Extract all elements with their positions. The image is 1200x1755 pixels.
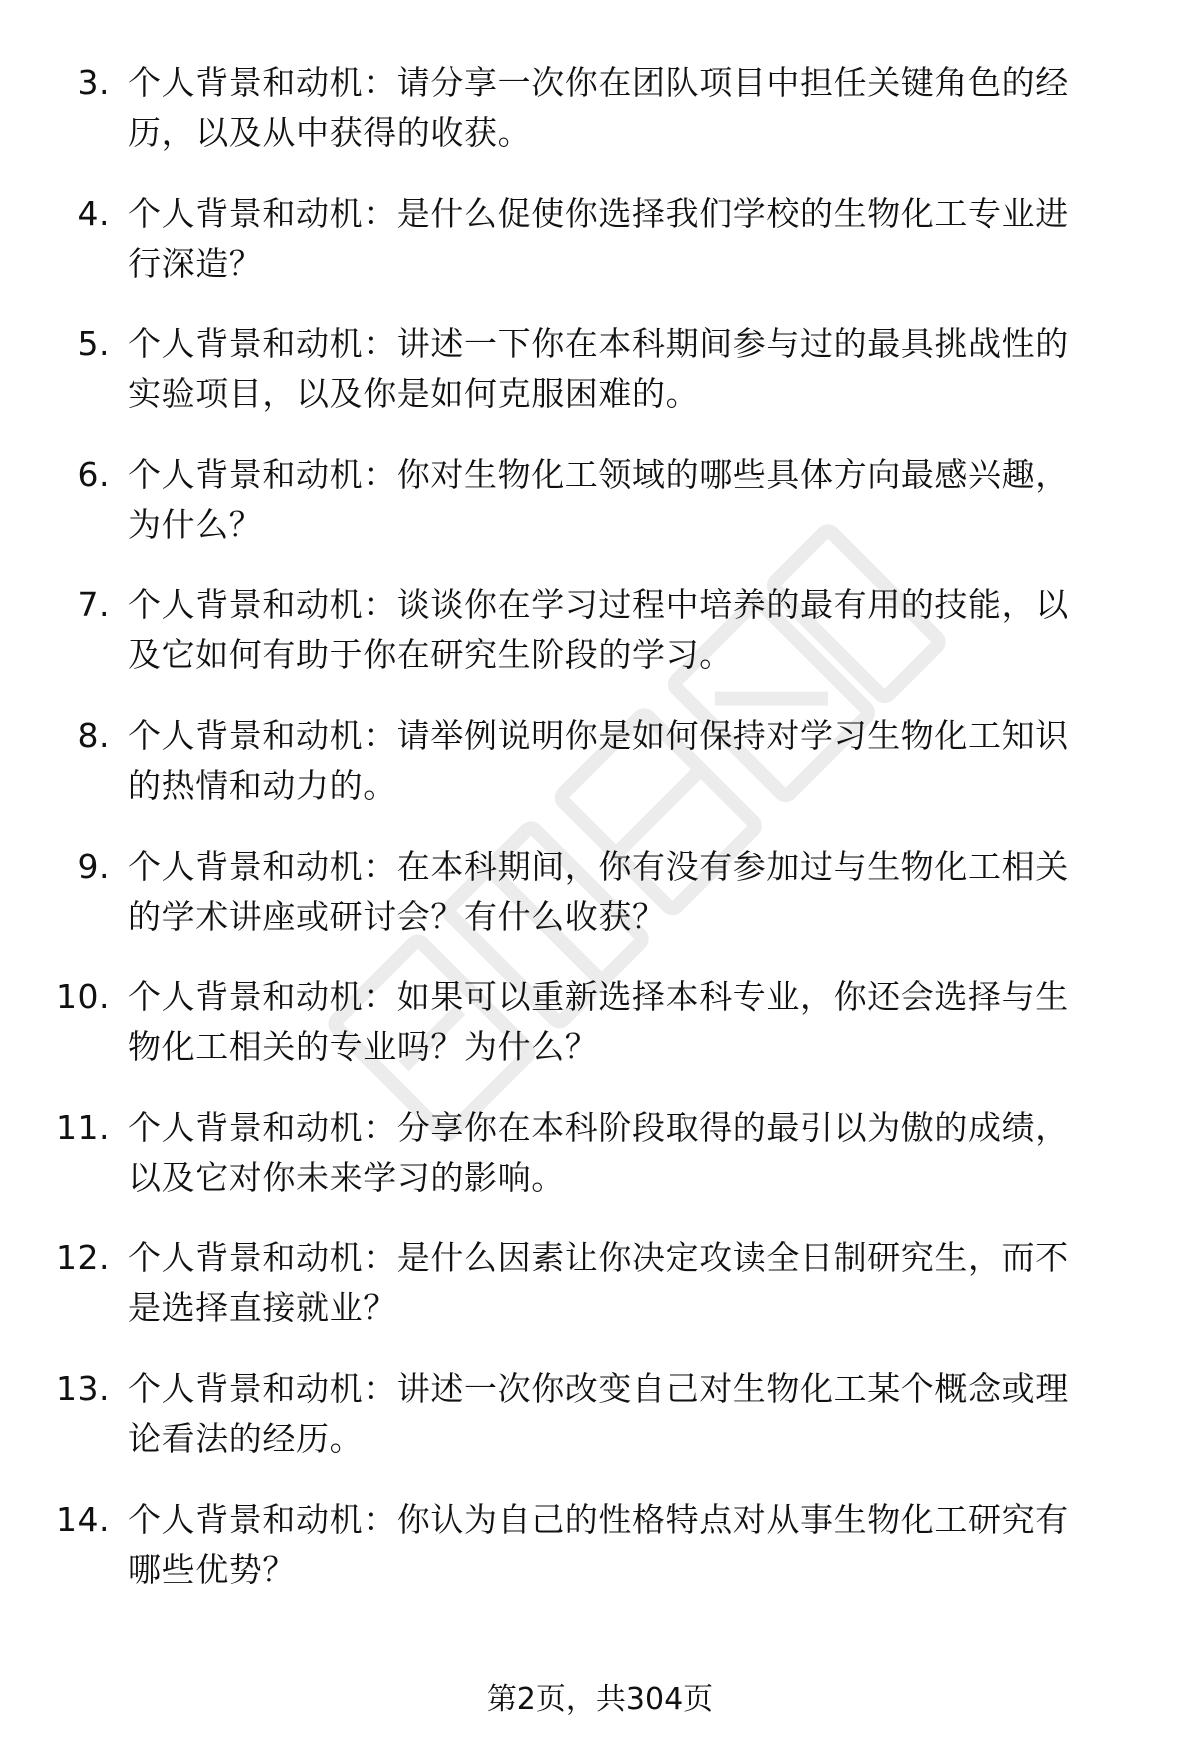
question-text <box>128 58 1138 158</box>
question-line: 个人背景和动机：在本科期间，你有没有参加过与生物化工相关 <box>128 846 1069 886</box>
question-number: 4. <box>77 193 110 233</box>
question-line: 个人背景和动机：是什么促使你选择我们学校的生物化工专业进 <box>128 193 1069 233</box>
question-text <box>128 1103 1138 1203</box>
question-text <box>128 319 1138 419</box>
question-line: 个人背景和动机：你对生物化工领域的哪些具体方向最感兴趣， <box>128 454 1069 494</box>
question-line: 实验项目，以及你是如何克服困难的。 <box>128 374 700 414</box>
question-number: 13. <box>56 1368 110 1408</box>
question-line: 哪些优势？ <box>128 1549 296 1589</box>
question-item <box>0 711 1200 842</box>
question-item <box>0 58 1200 189</box>
question-text <box>128 450 1138 550</box>
question-item <box>0 972 1200 1103</box>
question-line: 物化工相关的专业吗？为什么？ <box>128 1027 599 1067</box>
question-number: 11. <box>56 1107 110 1147</box>
question-number: 9. <box>77 846 110 886</box>
question-text <box>128 580 1138 680</box>
question-number: 7. <box>77 585 110 625</box>
question-line: 及它如何有助于你在研究生阶段的学习。 <box>128 635 733 675</box>
question-number: 8. <box>77 715 110 755</box>
question-text <box>128 1495 1138 1595</box>
question-line: 个人背景和动机：请分享一次你在团队项目中担任关键角色的经 <box>128 63 1069 102</box>
question-item <box>0 842 1200 973</box>
question-text <box>128 842 1138 942</box>
question-number: 6. <box>77 454 110 494</box>
question-text <box>128 1364 1138 1464</box>
question-line: 个人背景和动机：讲述一次你改变自己对生物化工某个概念或理 <box>128 1368 1069 1408</box>
question-text <box>128 1233 1138 1333</box>
question-line: 个人背景和动机：请举例说明你是如何保持对学习生物化工知识 <box>128 715 1069 755</box>
question-line: 个人背景和动机：是什么因素让你决定攻读全日制研究生，而不 <box>128 1238 1069 1278</box>
question-line: 个人背景和动机：分享你在本科阶段取得的最引以为傲的成绩， <box>128 1107 1069 1147</box>
question-number: 14. <box>56 1499 110 1539</box>
question-item <box>0 319 1200 450</box>
page-footer: 第2页，共304页 <box>486 1682 714 1717</box>
question-number: 3. <box>77 63 110 102</box>
question-line: 是选择直接就业？ <box>128 1288 397 1328</box>
question-number: 12. <box>56 1238 110 1278</box>
question-item <box>0 450 1200 581</box>
question-line: 的学术讲座或研讨会？有什么收获？ <box>128 896 666 936</box>
question-item <box>0 580 1200 711</box>
question-line: 历，以及从中获得的收获。 <box>128 113 532 152</box>
question-text <box>128 189 1138 289</box>
question-text <box>128 711 1138 811</box>
question-text <box>128 972 1138 1072</box>
question-number: 10. <box>56 977 110 1017</box>
question-line: 个人背景和动机：讲述一下你在本科期间参与过的最具挑战性的 <box>128 324 1069 364</box>
question-line: 以及它对你未来学习的影响。 <box>128 1157 565 1197</box>
question-line: 的热情和动力的。 <box>128 765 397 805</box>
question-item <box>0 1103 1200 1234</box>
question-list <box>0 58 1200 1625</box>
question-item <box>0 189 1200 320</box>
question-item <box>0 1233 1200 1364</box>
question-line: 个人背景和动机：如果可以重新选择本科专业，你还会选择与生 <box>128 977 1069 1017</box>
question-item <box>0 1495 1200 1626</box>
question-line: 为什么？ <box>128 504 263 544</box>
question-line: 论看法的经历。 <box>128 1418 364 1458</box>
question-line: 个人背景和动机：你认为自己的性格特点对从事生物化工研究有 <box>128 1499 1069 1539</box>
question-line: 行深造？ <box>128 243 263 283</box>
question-line: 个人背景和动机：谈谈你在学习过程中培养的最有用的技能，以 <box>128 585 1069 625</box>
question-number: 5. <box>77 324 110 364</box>
question-item <box>0 1364 1200 1495</box>
